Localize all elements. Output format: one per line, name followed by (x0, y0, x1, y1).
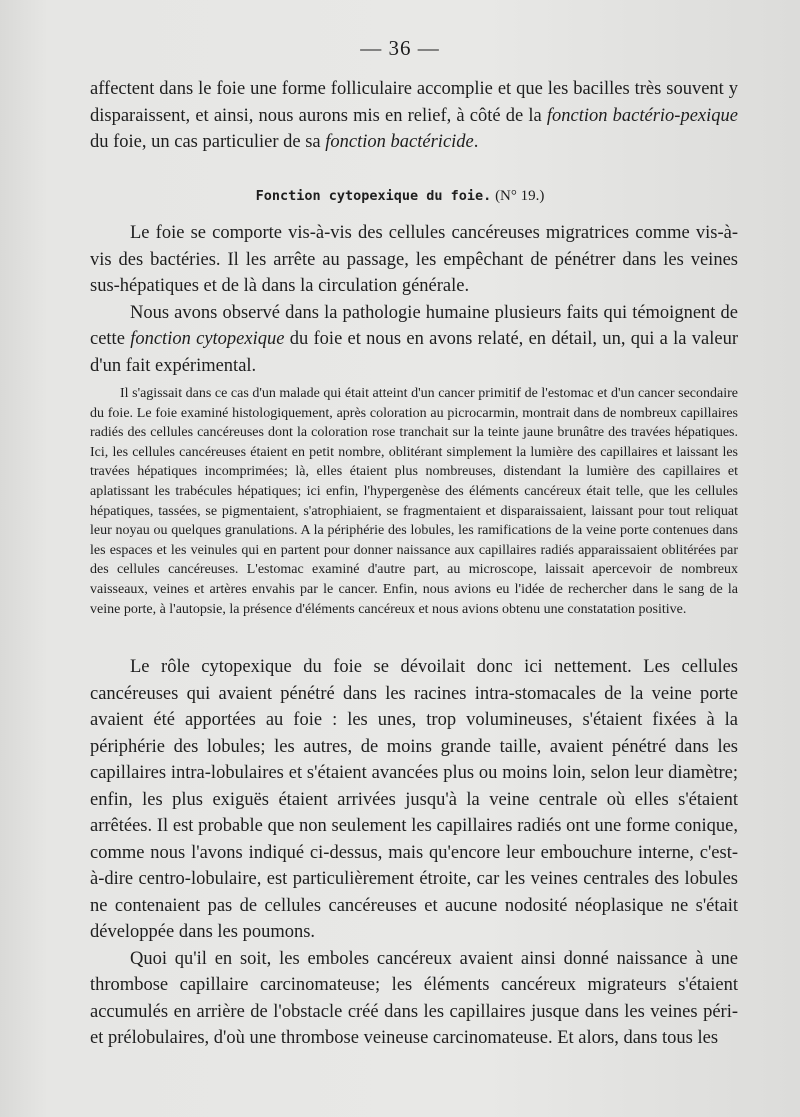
intro-italic-2: fonction bactéricide (325, 132, 474, 152)
paragraph-2 (90, 300, 738, 380)
section-title: Fonction cytopexique du foie. (255, 188, 492, 204)
intro-text-2: du foie, un cas particulier de sa (90, 132, 326, 152)
intro-text-1: affectent dans le foie une forme folliculaire accomplie et que les bacilles très souvent y disparaissent, et ainsi, nous aurons mis en relief, à côté de la (90, 79, 738, 126)
body-paragraphs-1 (90, 220, 738, 379)
paragraph-3: Le rôle cytopexique du foie se dévoilait donc ici nettement. Les cellules cancéreuses qui avaient pénétré dans les racines intra-stomacales de la veine porte avaient été apportées au foie : les unes, trop volumineuses, s'étaient fixées à la périphérie des lobules; les autres, de moins grande taille, avaient pénétré dans les capillaires intra-lobulaires et s'étaient avancées plus ou moins loin, selon leur diamètre; enfin, les plus exiguës étaient arrivées jusqu'à la veine centrale où elles s'étaient arrêtées. Il est probable que non seulement les capillaires radiés ont une forme conique, comme nous l'avons indiqué ci-dessus, mais qu'encore leur embouchure interne, c'est-à-dire centro-lobulaire, est particulièrement étroite, car les veines centrales des lobules ne contenaient pas de cellules cancéreuses et aucune nodosité néoplasique ne s'était développée dans les poumons. (90, 657, 738, 942)
paragraph-4: Quoi qu'il en soit, les emboles cancéreux avaient ainsi donné naissance à une thrombose capillaire carcinomateuse; les éléments cancéreux migrateurs s'étaient accumulés en arrière de l'obstacle créé dans les capillaires jusque dans les veines péri- et prélobulaires, d'où une thrombose veineuse carcinomateuse. Et alors, dans tous les (90, 948, 738, 1048)
case-report-small-text: Il s'agissait dans ce cas d'un malade qui était atteint d'un cancer primitif de l'estomac et d'un cancer secondaire du foie. Le foie examiné histologiquement, après coloration au picrocarmin, montrait dans de nombreux capillaires radiés des cellules cancéreuses dont la coloration rose tranchait sur la teinte jaune brunâtre des travées hépatiques. Ici, les cellules cancéreuses étaient en petit nombre, oblitérant simplement la lumière des capillaires et laissant les travées hépatiques incomprimées; là, elles étaient plus nombreuses, distendant la lumière des capillaires et aplatissant les trabécules hépatiques; ici enfin, l'hypergenèse des éléments cancéreux était telle, que les cellules hépatiques, tassées, se pigmentaient, s'atrophiaient, se fragmentaient et disparaissaient, laissant pour tout reliquat leur noyau ou quelques granulations. A la périphérie des lobules, les ramifications de la veine porte contenues dans les espaces et les veinules qui en partent pour donner naissance aux capillaires radiés apparaissaient oblitérées par des cellules cancéreuses. L'estomac examiné d'autre part, au microscope, laissait apercevoir de nombreux vaisseaux, veines et artères envahis par le cancer. Enfin, nous avions eu l'idée de rechercher dans le sang de la veine porte, à l'autopsie, la présence d'éléments cancéreux et nous avions obtenu une constatation positive. (90, 386, 738, 617)
paragraph-1: Le foie se comporte vis-à-vis des cellules cancéreuses migratrices comme vis-à-vis des bactéries. Il les arrête au passage, les empêchant de pénétrer dans les veines sus-hépatiques et de là dans la circulation générale. (90, 223, 738, 296)
intro-paragraph (90, 76, 738, 156)
section-ref: (N° 19.) (491, 188, 545, 204)
section-heading (0, 188, 800, 205)
intro-text-3: . (473, 132, 479, 152)
paragraph-2-text-2: du foie et nous en avons relaté, en détail, un, qui a la valeur d'un fait expérimental. (90, 329, 738, 376)
body-paragraphs-2 (90, 654, 738, 1052)
intro-italic-1: fonction bactério-pexique (546, 105, 738, 126)
paragraph-2-italic: fonction cytopexique (130, 329, 285, 349)
paragraph-2-text-1: Nous avons observé dans la pathologie humaine plusieurs faits qui témoignent de cette (90, 302, 738, 349)
page-number: — 36 — (360, 36, 440, 60)
